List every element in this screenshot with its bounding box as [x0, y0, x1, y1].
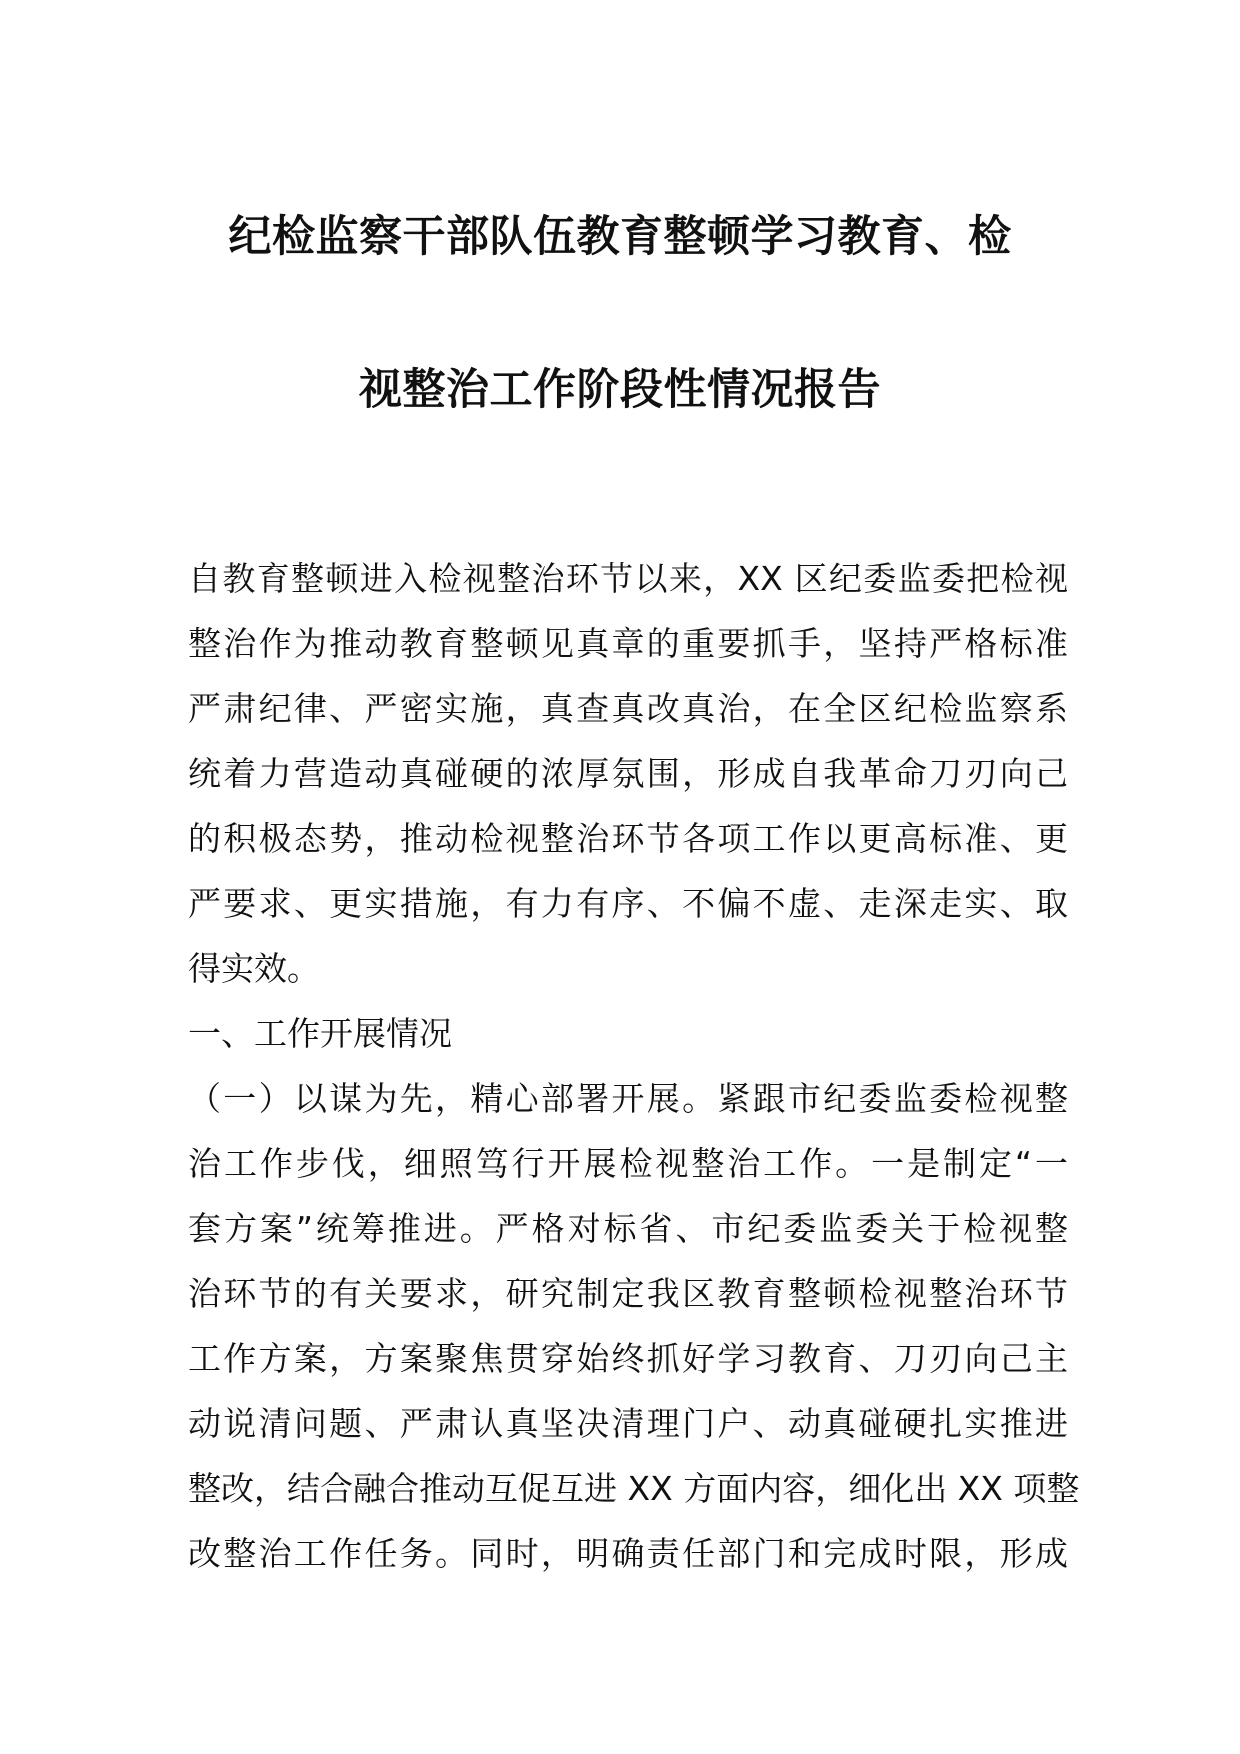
- body-line: （一）以谋为先，精心部署开展。紧跟市纪委监委检视整: [188, 1079, 1068, 1118]
- body-line: 严肃纪律、严密实施，真查真改真治，在全区纪检监察系: [188, 689, 1068, 728]
- body-line: 整治作为推动教育整顿见真章的重要抓手，坚持严格标准: [188, 624, 1068, 663]
- body-line: 统着力营造动真碰硬的浓厚氛围，形成自我革命刀刃向己: [188, 754, 1068, 793]
- body-line: 的积极态势，推动检视整治环节各项工作以更高标准、更: [188, 819, 1068, 858]
- body-line: 工作方案，方案聚焦贯穿始终抓好学习教育、刀刃向己主: [188, 1339, 1068, 1378]
- document-title-line-1: 纪检监察干部队伍教育整顿学习教育、检: [228, 212, 1012, 262]
- body-line: 得实效。: [188, 949, 320, 988]
- body-line: 治工作步伐，细照笃行开展检视整治工作。一是制定“一: [188, 1144, 1068, 1183]
- body-line: 整改，结合融合推动互促互进 XX 方面内容，细化出 XX 项整: [188, 1469, 1080, 1508]
- document-body: [188, 546, 1080, 1586]
- body-line: 自教育整顿进入检视整治环节以来，XX 区纪委监委把检视: [188, 559, 1068, 598]
- section-heading: 一、工作开展情况: [188, 1014, 452, 1053]
- document-title-line-2: 视整治工作阶段性情况报告: [359, 365, 881, 415]
- body-line: 动说清问题、严肃认真坚决清理门户、动真碰硬扎实推进: [188, 1404, 1068, 1443]
- body-line: 套方案”统筹推进。严格对标省、市纪委监委关于检视整: [188, 1209, 1068, 1248]
- body-line: 严要求、更实措施，有力有序、不偏不虚、走深走实、取: [188, 884, 1068, 923]
- body-line: 治环节的有关要求，研究制定我区教育整顿检视整治环节: [188, 1274, 1068, 1313]
- body-line: 改整治工作任务。同时，明确责任部门和完成时限，形成: [188, 1534, 1068, 1573]
